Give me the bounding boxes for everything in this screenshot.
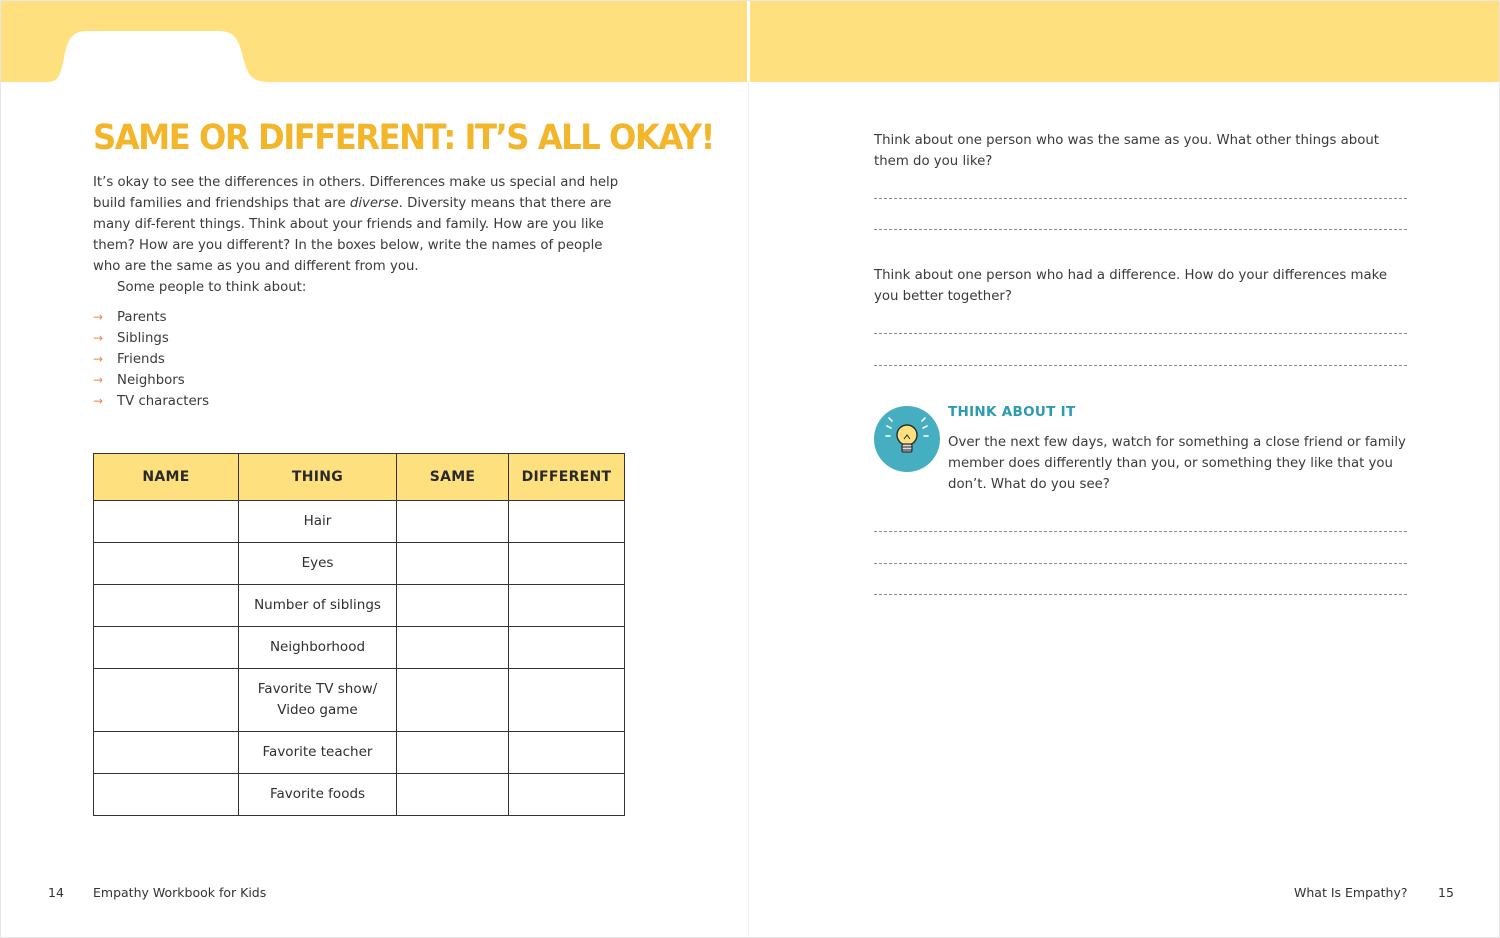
same-cell[interactable]: [397, 543, 509, 585]
left-page-number: 14: [48, 885, 64, 900]
arrow-icon: →: [93, 373, 104, 387]
answer-line[interactable]: [874, 563, 1407, 564]
arrow-icon: →: [93, 310, 104, 324]
arrow-icon: →: [93, 352, 104, 366]
answer-line[interactable]: [874, 198, 1407, 199]
answer-line[interactable]: [874, 594, 1407, 595]
header-same: SAME: [397, 454, 509, 501]
left-running-head: Empathy Workbook for Kids: [93, 885, 267, 900]
table-header-row: [94, 454, 625, 501]
page-spine: [747, 0, 750, 82]
arrow-icon: →: [93, 394, 104, 408]
header-name: NAME: [94, 454, 239, 501]
list-item: → Neighbors: [93, 370, 209, 391]
think-about-it-text: Over the next few days, watch for something a close friend or family member does differently than you, or something they like that you don’t. What do you see?: [948, 435, 1406, 492]
header-different: DIFFERENT: [509, 454, 625, 501]
same-cell[interactable]: [397, 585, 509, 627]
different-cell[interactable]: [509, 774, 625, 816]
question-one: Think about one person who was the same as you. What other things about them do you like?: [874, 133, 1380, 169]
name-cell[interactable]: [94, 774, 239, 816]
name-cell[interactable]: [94, 669, 239, 732]
comparison-table: [93, 453, 625, 816]
section-tab: [48, 31, 278, 82]
list-item: → Siblings: [93, 328, 209, 349]
name-cell[interactable]: [94, 732, 239, 774]
name-cell[interactable]: [94, 501, 239, 543]
list-item: → Friends: [93, 349, 209, 370]
answer-line[interactable]: [874, 229, 1407, 230]
table-row: [94, 732, 625, 774]
table-row: [94, 774, 625, 816]
different-cell[interactable]: [509, 669, 625, 732]
same-cell[interactable]: [397, 627, 509, 669]
same-cell[interactable]: [397, 732, 509, 774]
thing-cell: Number of siblings: [239, 585, 397, 627]
list-item: → Parents: [93, 307, 209, 328]
different-cell[interactable]: [509, 732, 625, 774]
page-gutter: [748, 82, 749, 938]
same-cell[interactable]: [397, 501, 509, 543]
thing-cell: Favorite foods: [239, 774, 397, 816]
name-cell[interactable]: [94, 585, 239, 627]
different-cell[interactable]: [509, 501, 625, 543]
table-row: [94, 627, 625, 669]
same-cell[interactable]: [397, 669, 509, 732]
answer-line[interactable]: [874, 531, 1407, 532]
intro-text: [93, 172, 633, 298]
right-running-head: What Is Empathy?: [1294, 885, 1408, 900]
table-row: [94, 669, 625, 732]
different-cell[interactable]: [509, 585, 625, 627]
intro-paragraph: It’s okay to see the differences in others. Differences make us special and help build families and friendships that are diverse. Diversity means that there are many dif-ferent things. Think about your friends and family. How are you like them? How are you different? In the boxes below, write the names of people who are the same as you and different from you.: [93, 175, 619, 274]
thing-cell: Eyes: [239, 543, 397, 585]
lightbulb-icon: [874, 406, 940, 472]
different-cell[interactable]: [509, 543, 625, 585]
answer-line[interactable]: [874, 365, 1407, 366]
different-cell[interactable]: [509, 627, 625, 669]
thing-cell: Favorite TV show/ Video game: [239, 669, 397, 732]
table-row: [94, 585, 625, 627]
think-about-it-heading: THINK ABOUT IT: [948, 404, 1076, 420]
question-two: Think about one person who had a difference. How do your differences make you better together?: [874, 268, 1388, 304]
list-prompt: Some people to think about:: [117, 280, 307, 295]
same-cell[interactable]: [397, 774, 509, 816]
thing-cell: Favorite teacher: [239, 732, 397, 774]
arrow-icon: →: [93, 331, 104, 345]
name-cell[interactable]: [94, 543, 239, 585]
list-item: → TV characters: [93, 391, 209, 412]
table-row: [94, 501, 625, 543]
page-title: SAME OR DIFFERENT: IT’S ALL OKAY!: [93, 118, 714, 158]
table-row: [94, 543, 625, 585]
answer-line[interactable]: [874, 333, 1407, 334]
people-list: [93, 307, 209, 412]
thing-cell: Hair: [239, 501, 397, 543]
name-cell[interactable]: [94, 627, 239, 669]
thing-cell: Neighborhood: [239, 627, 397, 669]
right-page-number: 15: [1438, 885, 1454, 900]
header-thing: THING: [239, 454, 397, 501]
